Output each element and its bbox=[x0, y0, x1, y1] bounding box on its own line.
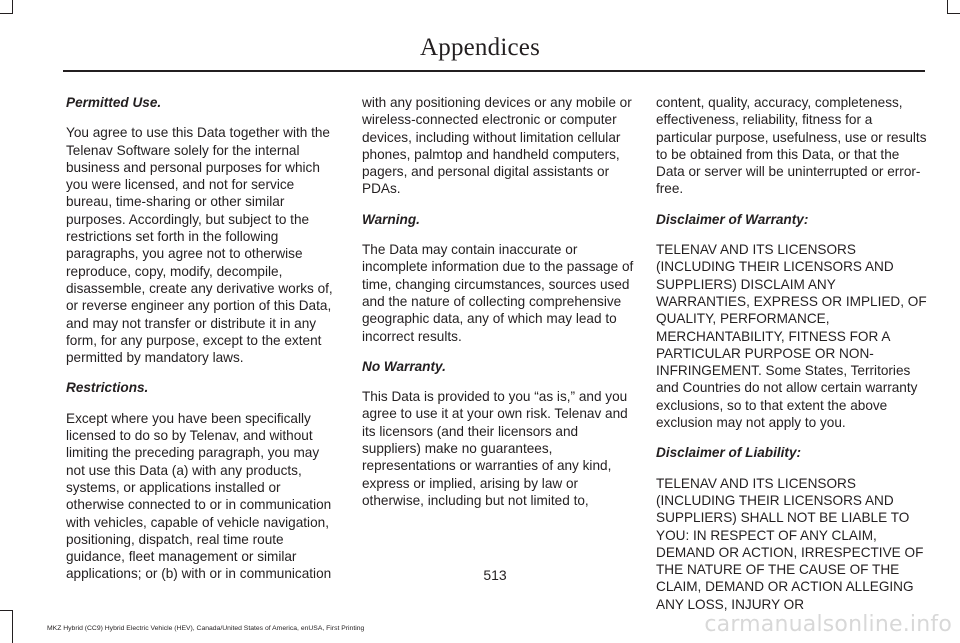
paragraph: The Data may contain inaccurate or incomplete information due to the passage of time, changing circumstances, sources used and the nature of collecting comprehensive geographic data, any of which may lead to incorrect results. bbox=[362, 242, 634, 344]
text-column-2 bbox=[362, 94, 634, 522]
section-heading: No Warranty. bbox=[362, 358, 446, 374]
crop-mark-bottom-left-v bbox=[12, 610, 13, 643]
paragraph: with any positioning devices or any mobile or wireless-connected electronic or computer devices, including without limitation cellular phones, palmtop and handheld computers, pagers, and personal digital assistants or PDAs. bbox=[362, 95, 632, 197]
paragraph: Except where you have been specifically licensed to do so by Telenav, and without limiting the preceding paragraph, you may not use this Data (a) with any products, systems, or applications installed or otherwise connected to or in communication with vehicles, capable of vehicle navigation, positioning, dispatch, real time route guidance, fleet management or similar applications; or (b) with or in communication bbox=[66, 410, 332, 582]
crop-mark-top-right-h bbox=[947, 13, 960, 14]
text-column-1 bbox=[66, 94, 338, 596]
section-heading: Disclaimer of Liability: bbox=[656, 445, 802, 461]
section-heading: Restrictions. bbox=[66, 380, 149, 396]
header-rule bbox=[63, 70, 925, 72]
paragraph: content, quality, accuracy, completeness, effectiveness, reliability, fitness for a particular purpose, usefulness, use or results to be obtained from this Data, or that the Data or server will be uninterrupted or error-free. bbox=[656, 95, 927, 197]
crop-mark-top-left-v bbox=[12, 0, 13, 14]
crop-mark-bottom-left-h bbox=[0, 610, 13, 611]
watermark-logo: carmanualsonline.info bbox=[704, 612, 952, 637]
section-heading: Disclaimer of Warranty: bbox=[656, 211, 809, 227]
page-number: 513 bbox=[483, 567, 507, 583]
crop-mark-top-right-v bbox=[947, 0, 948, 14]
crop-mark-top-left-h bbox=[0, 13, 13, 14]
paragraph: You agree to use this Data together with the Telenav Software solely for the internal business and personal purposes for which you were licensed, and not for service bureau, time-sharing or other similar purposes. Accordingly, but subject to the restrictions set forth in the following paragraphs, you agree not to otherwise reproduce, copy, modify, decompile, disassemble, create any derivative works of, or reverse engineer any portion of this Data, and may not transfer or distribute it in any form, for any purpose, except to the extent permitted by mandatory laws. bbox=[66, 125, 333, 366]
paragraph: TELENAV AND ITS LICENSORS (INCLUDING THEIR LICENSORS AND SUPPLIERS) SHALL NOT BE LIABLE TO YOU: IN RESPECT OF ANY CLAIM, DEMAND OR ACTION, IRRESPECTIVE OF THE NATURE OF THE CAUSE OF THE CLAIM, DEMAND OR ACTION ALLEGING ANY LOSS, INJURY OR bbox=[656, 475, 924, 612]
section-heading: Warning. bbox=[362, 211, 420, 227]
paragraph: This Data is provided to you “as is,” and you agree to use it at your own risk. Telenav and its licensors (and their licensors and suppliers) make no guarantees, representations or warranties of any kind, express or implied, arising by law or otherwise, including but not limited to, bbox=[362, 389, 628, 508]
section-heading: Permitted Use. bbox=[66, 95, 162, 110]
page-header-title: Appendices bbox=[419, 34, 541, 61]
footer-vehicle-info: MKZ Hybrid (CC9) Hybrid Electric Vehicle (HEV), Canada/United States of America, enUSA, First Printing bbox=[47, 625, 365, 632]
text-column-3 bbox=[656, 94, 928, 626]
paragraph: TELENAV AND ITS LICENSORS (INCLUDING THEIR LICENSORS AND SUPPLIERS) DISCLAIM ANY WARRANTIES, EXPRESS OR IMPLIED, OF QUALITY, PERFORMANCE, MERCHANTABILITY, FITNESS FOR A PARTICULAR PURPOSE OR NON-INFRINGEMENT. Some States, Territories and Countries do not allow certain warranty exclusions, so to that extent the above exclusion may not apply to you. bbox=[656, 242, 927, 431]
